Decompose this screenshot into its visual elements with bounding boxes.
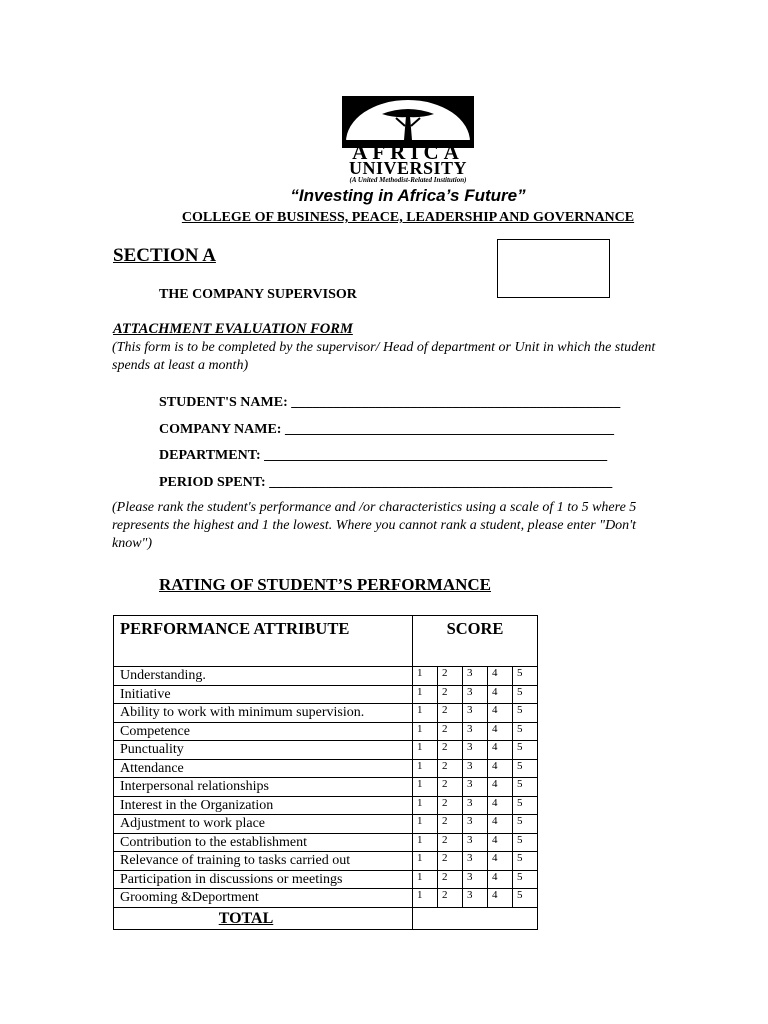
form-instructions: (This form is to be completed by the supervisor/ Head of department or Unit in which the student spends at least a month) (112, 340, 656, 373)
attribute-cell: Punctuality (114, 741, 413, 760)
score-option[interactable]: 4 (488, 667, 513, 686)
score-option[interactable]: 5 (513, 759, 538, 778)
score-option[interactable]: 1 (413, 815, 438, 834)
score-option[interactable]: 5 (513, 889, 538, 908)
score-option[interactable]: 1 (413, 889, 438, 908)
rating-title: RATING OF STUDENT’S PERFORMANCE (159, 575, 491, 594)
score-option[interactable]: 5 (513, 796, 538, 815)
score-option[interactable]: 5 (513, 685, 538, 704)
attribute-cell: Participation in discussions or meetings (114, 870, 413, 889)
score-option[interactable]: 4 (488, 889, 513, 908)
table-row (114, 815, 538, 834)
score-option[interactable]: 4 (488, 870, 513, 889)
attribute-cell: Adjustment to work place (114, 815, 413, 834)
score-option[interactable]: 3 (463, 759, 488, 778)
attribute-cell: Relevance of training to tasks carried out (114, 852, 413, 871)
score-option[interactable]: 1 (413, 778, 438, 797)
score-option[interactable]: 2 (438, 741, 463, 760)
attribute-cell: Contribution to the establishment (114, 833, 413, 852)
table-row (114, 889, 538, 908)
score-option[interactable]: 1 (413, 685, 438, 704)
score-option[interactable]: 2 (438, 722, 463, 741)
attribute-column-header: PERFORMANCE ATTRIBUTE (114, 616, 413, 667)
score-option[interactable]: 5 (513, 833, 538, 852)
score-column-header: SCORE (413, 616, 538, 667)
section-title: SECTION A (113, 245, 216, 266)
student-name-field[interactable] (159, 394, 620, 411)
score-option[interactable]: 3 (463, 870, 488, 889)
total-score-cell[interactable] (413, 907, 538, 929)
attribute-cell: Grooming &Deportment (114, 889, 413, 908)
period-spent-field[interactable] (159, 474, 612, 491)
table-row (114, 870, 538, 889)
score-option[interactable]: 4 (488, 815, 513, 834)
score-option[interactable]: 3 (463, 852, 488, 871)
score-option[interactable]: 4 (488, 759, 513, 778)
score-option[interactable]: 3 (463, 833, 488, 852)
score-option[interactable]: 2 (438, 704, 463, 723)
score-option[interactable]: 4 (488, 796, 513, 815)
score-option[interactable]: 4 (488, 722, 513, 741)
performance-table (113, 615, 538, 930)
score-option[interactable]: 3 (463, 796, 488, 815)
score-option[interactable]: 2 (438, 759, 463, 778)
score-option[interactable]: 2 (438, 796, 463, 815)
department-line[interactable]: _________________________________________________ (264, 448, 608, 463)
score-option[interactable]: 5 (513, 852, 538, 871)
attribute-cell: Initiative (114, 685, 413, 704)
score-option[interactable]: 3 (463, 889, 488, 908)
table-row (114, 852, 538, 871)
table-row (114, 722, 538, 741)
logo-tagline-text: (A United Methodist-Related Institution) (349, 176, 467, 184)
attribute-cell: Attendance (114, 759, 413, 778)
logo-africa-text: AFRICA (352, 140, 464, 164)
score-option[interactable]: 2 (438, 833, 463, 852)
score-option[interactable]: 1 (413, 870, 438, 889)
score-option[interactable]: 5 (513, 815, 538, 834)
score-option[interactable]: 1 (413, 704, 438, 723)
score-option[interactable]: 1 (413, 796, 438, 815)
score-option[interactable]: 4 (488, 833, 513, 852)
form-title: ATTACHMENT EVALUATION FORM (113, 321, 353, 337)
table-row (114, 704, 538, 723)
table-row (114, 667, 538, 686)
score-option[interactable]: 1 (413, 852, 438, 871)
score-option[interactable]: 2 (438, 870, 463, 889)
score-option[interactable]: 3 (463, 704, 488, 723)
student-name-line[interactable]: _______________________________________________ (291, 395, 621, 410)
score-option[interactable]: 1 (413, 722, 438, 741)
score-option[interactable]: 2 (438, 778, 463, 797)
table-row (114, 759, 538, 778)
score-option[interactable]: 1 (413, 759, 438, 778)
table-row (114, 741, 538, 760)
score-option[interactable]: 4 (488, 685, 513, 704)
score-option[interactable]: 5 (513, 870, 538, 889)
supervisor-heading: THE COMPANY SUPERVISOR (159, 287, 357, 302)
score-option[interactable]: 1 (413, 833, 438, 852)
score-option[interactable]: 2 (438, 852, 463, 871)
ranking-instructions: (Please rank the student's performance and /or characteristics using a scale of 1 to 5 where 5 represents the highest and 1 the lowest. Where you cannot rank a student, please enter "Don't know") (112, 500, 637, 551)
score-option[interactable]: 5 (513, 741, 538, 760)
score-option[interactable]: 2 (438, 667, 463, 686)
motto: “Investing in Africa’s Future” (290, 186, 526, 205)
table-row (114, 796, 538, 815)
score-option[interactable]: 2 (438, 889, 463, 908)
company-name-label: COMPANY NAME: (159, 422, 285, 437)
logo-university-text: UNIVERSITY (348, 158, 468, 178)
photo-box[interactable] (497, 239, 610, 298)
score-option[interactable]: 5 (513, 722, 538, 741)
score-option[interactable]: 2 (438, 815, 463, 834)
department-field[interactable] (159, 447, 607, 464)
score-option[interactable]: 3 (463, 778, 488, 797)
score-option[interactable]: 3 (463, 685, 488, 704)
attribute-cell: Understanding. (114, 667, 413, 686)
total-row (114, 907, 538, 929)
table-row (114, 685, 538, 704)
company-name-field[interactable] (159, 421, 614, 438)
score-option[interactable]: 2 (438, 685, 463, 704)
table-header-row (114, 616, 538, 667)
score-option[interactable]: 3 (463, 722, 488, 741)
department-label: DEPARTMENT: (159, 448, 265, 463)
attribute-cell: Competence (114, 722, 413, 741)
score-option[interactable]: 4 (488, 852, 513, 871)
attribute-cell: Ability to work with minimum supervision. (114, 704, 413, 723)
college-name: COLLEGE OF BUSINESS, PEACE, LEADERSHIP AND GOVERNANCE (181, 210, 635, 225)
score-option[interactable]: 5 (513, 704, 538, 723)
table-row (114, 778, 538, 797)
company-name-line[interactable]: _______________________________________________ (284, 422, 614, 437)
student-name-label: STUDENT'S NAME: (159, 395, 292, 410)
total-label-cell (114, 907, 413, 929)
attribute-cell: Interpersonal relationships (114, 778, 413, 797)
score-option[interactable]: 3 (463, 741, 488, 760)
score-option[interactable]: 4 (488, 741, 513, 760)
score-option[interactable]: 4 (488, 778, 513, 797)
score-option[interactable]: 1 (413, 741, 438, 760)
period-spent-label: PERIOD SPENT: (159, 475, 270, 490)
total-label: TOTAL (218, 909, 274, 927)
score-option[interactable]: 5 (513, 778, 538, 797)
period-spent-line[interactable]: _________________________________________________ (269, 475, 613, 490)
score-option[interactable]: 1 (413, 667, 438, 686)
score-option[interactable]: 5 (513, 667, 538, 686)
score-option[interactable]: 3 (463, 815, 488, 834)
score-option[interactable]: 4 (488, 704, 513, 723)
attribute-cell: Interest in the Organization (114, 796, 413, 815)
score-option[interactable]: 3 (463, 667, 488, 686)
table-row (114, 833, 538, 852)
